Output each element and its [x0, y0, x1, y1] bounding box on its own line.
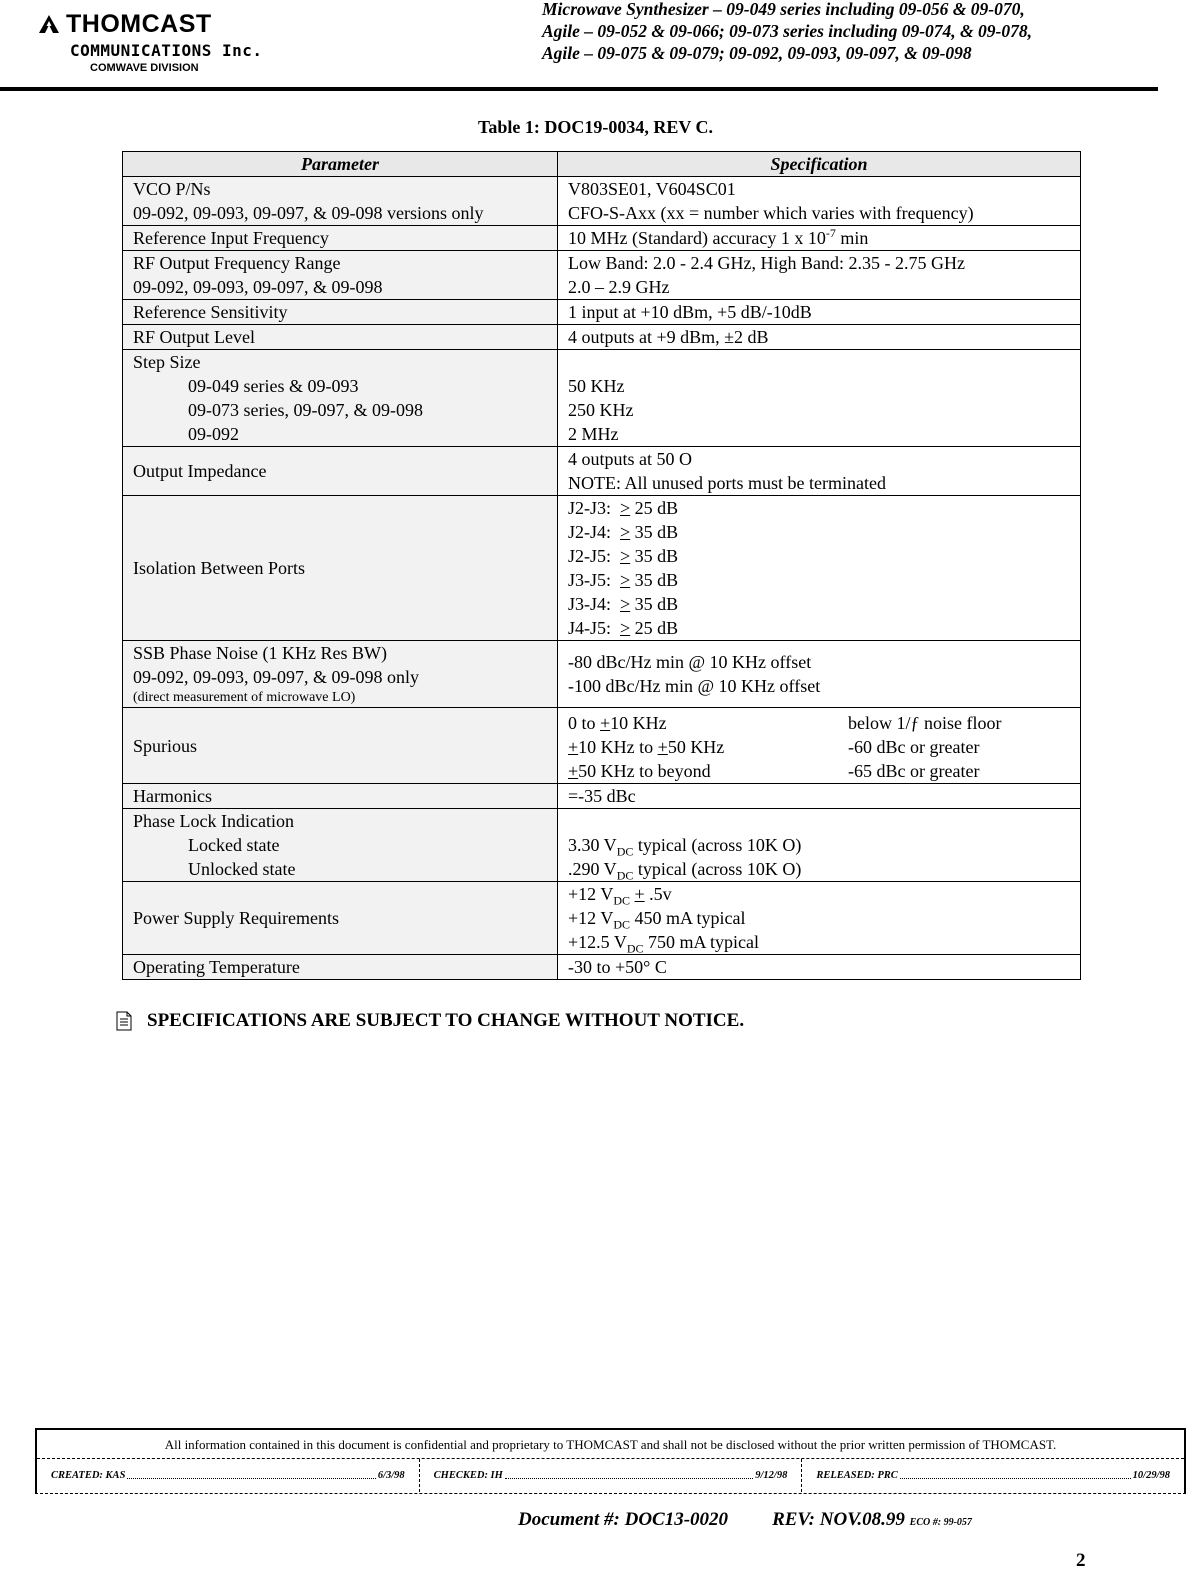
table-row — [123, 496, 1081, 641]
text: 10 KHz — [610, 713, 667, 733]
footer-box — [35, 1428, 1186, 1494]
parameter-cell — [123, 177, 558, 226]
created-signature — [37, 1459, 420, 1492]
plus-minus: + — [600, 713, 611, 733]
spec-cell — [558, 809, 1081, 882]
plus-minus: + — [634, 884, 645, 904]
title-line: Agile – 09-075 & 09-079; 09-092, 09-093, 09-097, & 09-098 — [542, 43, 972, 63]
spec-text: NOTE: All unused ports must be terminated — [568, 473, 886, 493]
parameter-cell: Harmonics — [123, 784, 558, 809]
table-row — [123, 251, 1081, 300]
table-row — [123, 641, 1081, 708]
spec-cell — [558, 447, 1081, 496]
parameter-column-header: Parameter — [123, 152, 558, 177]
param-text: Phase Lock Indication — [133, 811, 294, 831]
page-number: 2 — [1076, 1550, 1086, 1571]
eco-number: ECO #: 99-057 — [909, 1517, 972, 1528]
subscript: DC — [616, 868, 634, 883]
parameter-cell — [123, 641, 558, 708]
spurious-row — [568, 759, 1070, 783]
plus-minus: + — [568, 737, 579, 757]
param-text: 09-092, 09-093, 09-097, & 09-098 — [133, 277, 383, 297]
isolation-item — [568, 496, 1070, 520]
document-number-line — [518, 1509, 972, 1531]
spurious-range — [568, 759, 848, 783]
spurious-range — [568, 735, 848, 759]
text: .5v — [644, 884, 672, 904]
text: 10 KHz to — [578, 737, 658, 757]
table-row — [123, 809, 1081, 882]
document-title — [542, 0, 1182, 64]
released-date: 10/29/98 — [1132, 1470, 1171, 1481]
company-logo — [38, 10, 338, 74]
table-row — [123, 325, 1081, 350]
checked-signature — [420, 1459, 803, 1492]
spurious-row — [568, 711, 1070, 735]
text: 50 KHz to beyond — [578, 761, 711, 781]
param-text: Unlocked state — [188, 859, 296, 879]
spec-text: V803SE01, V604SC01 — [568, 179, 736, 199]
spec-text: 250 KHz — [568, 400, 634, 420]
operator: > — [620, 498, 631, 518]
table-caption: Table 1: DOC19-0034, REV C. — [477, 117, 714, 137]
specification-table — [122, 151, 1081, 980]
text: typical (across 10K O) — [633, 859, 802, 879]
spec-cell: 1 input at +10 dBm, +5 dB/-10dB — [558, 300, 1081, 325]
spurious-row — [568, 735, 1070, 759]
value: 35 dB — [630, 522, 679, 542]
param-note: (direct measurement of microwave LO) — [133, 690, 356, 705]
spec-cell — [558, 350, 1081, 447]
table-row — [123, 882, 1081, 955]
dot-leader — [900, 1470, 1131, 1479]
spec-text — [568, 857, 1070, 881]
subscript: DC — [616, 844, 634, 859]
param-text: RF Output Frequency Range — [133, 253, 341, 273]
spec-text: 10 MHz (Standard) accuracy 1 x 10 — [568, 228, 826, 248]
operator: > — [620, 546, 631, 566]
company-name: THOMCAST — [66, 9, 212, 38]
param-text: Locked state — [188, 835, 280, 855]
table-row — [123, 955, 1081, 980]
spec-cell — [558, 177, 1081, 226]
parameter-cell: Power Supply Requirements — [123, 882, 558, 955]
notice-text: SPECIFICATIONS ARE SUBJECT TO CHANGE WITHOUT NOTICE. — [147, 1010, 745, 1031]
spec-text — [568, 906, 1070, 930]
spurious-value: -65 dBc or greater — [848, 761, 980, 781]
spec-text — [568, 930, 1070, 954]
subscript: DC — [613, 917, 630, 932]
spec-text — [568, 833, 1070, 857]
header-rule — [0, 87, 1158, 91]
title-line: Microwave Synthesizer – 09-049 series including 09-056 & 09-070, — [542, 0, 1025, 19]
spec-text: Low Band: 2.0 - 2.4 GHz, High Band: 2.35 - 2.75 GHz — [568, 253, 965, 273]
isolation-item — [568, 592, 1070, 616]
ports: J4-J5: — [568, 618, 621, 638]
table-row — [123, 784, 1081, 809]
operator: > — [620, 522, 631, 542]
param-text: Step Size — [133, 352, 201, 372]
table-row — [123, 226, 1081, 251]
spec-cell — [558, 708, 1081, 784]
spec-cell — [558, 641, 1081, 708]
created-label: CREATED: KAS — [51, 1470, 126, 1481]
param-text: 09-073 series, 09-097, & 09-098 — [188, 400, 423, 420]
parameter-cell — [123, 251, 558, 300]
table-row — [123, 708, 1081, 784]
spurious-value: below 1/ƒ noise floor — [848, 713, 1002, 733]
param-text: 09-049 series & 09-093 — [188, 376, 359, 396]
text: +12 V — [568, 908, 614, 928]
subscript: DC — [613, 893, 630, 908]
parameter-cell: Output Impedance — [123, 447, 558, 496]
spec-cell — [558, 226, 1081, 251]
confidentiality-notice: All information contained in this document is confidential and proprietary to THOMCAST and shall not be disclosed without the prior written permission of THOMCAST. — [164, 1437, 1057, 1452]
text: +12 V — [568, 884, 614, 904]
text: 750 mA typical — [643, 932, 759, 952]
table-row — [123, 350, 1081, 447]
parameter-cell: Isolation Between Ports — [123, 496, 558, 641]
parameter-cell — [123, 809, 558, 882]
text: 0 to — [568, 713, 601, 733]
released-signature — [802, 1459, 1184, 1492]
value: 35 dB — [630, 546, 679, 566]
param-text: 09-092, 09-093, 09-097, & 09-098 only — [133, 667, 419, 687]
revision: REV: NOV.08.99 — [772, 1509, 905, 1530]
spec-text: -100 dBc/Hz min @ 10 KHz offset — [568, 676, 821, 696]
spec-text: CFO-S-Axx (xx = number which varies with frequency) — [568, 203, 974, 223]
table-row — [123, 300, 1081, 325]
isolation-item — [568, 544, 1070, 568]
operator: > — [620, 618, 631, 638]
text: typical (across 10K O) — [633, 835, 802, 855]
param-text: 09-092, 09-093, 09-097, & 09-098 versions only — [133, 203, 484, 223]
text: +12.5 V — [568, 932, 627, 952]
value: 25 dB — [630, 618, 679, 638]
text: 50 KHz — [667, 737, 725, 757]
title-line: Agile – 09-052 & 09-066; 09-073 series including 09-074, & 09-078, — [542, 21, 1032, 41]
param-text: VCO P/Ns — [133, 179, 211, 199]
table-row — [123, 177, 1081, 226]
ports: J2-J3: — [568, 498, 621, 518]
spec-cell: -30 to +50° C — [558, 955, 1081, 980]
company-subtitle: COMMUNICATIONS Inc. — [70, 41, 263, 60]
signature-row — [37, 1458, 1184, 1492]
checked-label: CHECKED: IH — [433, 1470, 503, 1481]
text: 3.30 V — [568, 835, 617, 855]
spec-text: min — [835, 228, 869, 248]
company-division: COMWAVE DIVISION — [90, 62, 199, 74]
operator: > — [620, 570, 631, 590]
spec-text — [568, 882, 1070, 906]
notice — [116, 1010, 744, 1032]
released-label: RELEASED: PRC — [816, 1470, 898, 1481]
ports: J2-J5: — [568, 546, 621, 566]
created-date: 6/3/98 — [377, 1470, 405, 1481]
spec-text: 2.0 – 2.9 GHz — [568, 277, 670, 297]
subscript: DC — [626, 941, 644, 956]
ports: J3-J5: — [568, 570, 621, 590]
table-row — [123, 447, 1081, 496]
spec-cell — [558, 882, 1081, 955]
thomcast-logo-icon — [38, 14, 60, 34]
spurious-range — [568, 711, 848, 735]
text: .290 V — [568, 859, 617, 879]
dot-leader — [505, 1470, 753, 1479]
ports: J3-J4: — [568, 594, 621, 614]
table-header-row — [123, 152, 1081, 177]
spec-text: 4 outputs at 50 O — [568, 449, 692, 469]
spec-text: 50 KHz — [568, 376, 625, 396]
param-text: SSB Phase Noise (1 KHz Res BW) — [133, 643, 387, 663]
value: 35 dB — [630, 570, 679, 590]
value: 35 dB — [630, 594, 679, 614]
text: 450 mA typical — [630, 908, 746, 928]
plus-minus: + — [657, 737, 668, 757]
ports: J2-J4: — [568, 522, 621, 542]
spec-text: 2 MHz — [568, 424, 619, 444]
spec-cell — [558, 496, 1081, 641]
parameter-cell — [123, 350, 558, 447]
parameter-cell: Spurious — [123, 708, 558, 784]
plus-minus: + — [568, 761, 579, 781]
spec-text: -80 dBc/Hz min @ 10 KHz offset — [568, 652, 812, 672]
spec-cell — [558, 251, 1081, 300]
document-icon — [116, 1011, 132, 1031]
specification-column-header: Specification — [558, 152, 1081, 177]
checked-date: 9/12/98 — [755, 1470, 788, 1481]
param-text: 09-092 — [188, 424, 239, 444]
document-number: Document #: DOC13-0020 — [518, 1509, 729, 1530]
parameter-cell: Operating Temperature — [123, 955, 558, 980]
value: 25 dB — [630, 498, 679, 518]
isolation-item — [568, 568, 1070, 592]
isolation-item — [568, 616, 1070, 640]
parameter-cell: Reference Sensitivity — [123, 300, 558, 325]
parameter-cell: RF Output Level — [123, 325, 558, 350]
spurious-value: -60 dBc or greater — [848, 737, 980, 757]
spec-cell: 4 outputs at +9 dBm, ±2 dB — [558, 325, 1081, 350]
operator: > — [620, 594, 631, 614]
parameter-cell: Reference Input Frequency — [123, 226, 558, 251]
dot-leader — [127, 1470, 375, 1479]
exponent: -7 — [825, 226, 836, 240]
spec-cell: =-35 dBc — [558, 784, 1081, 809]
isolation-item — [568, 520, 1070, 544]
